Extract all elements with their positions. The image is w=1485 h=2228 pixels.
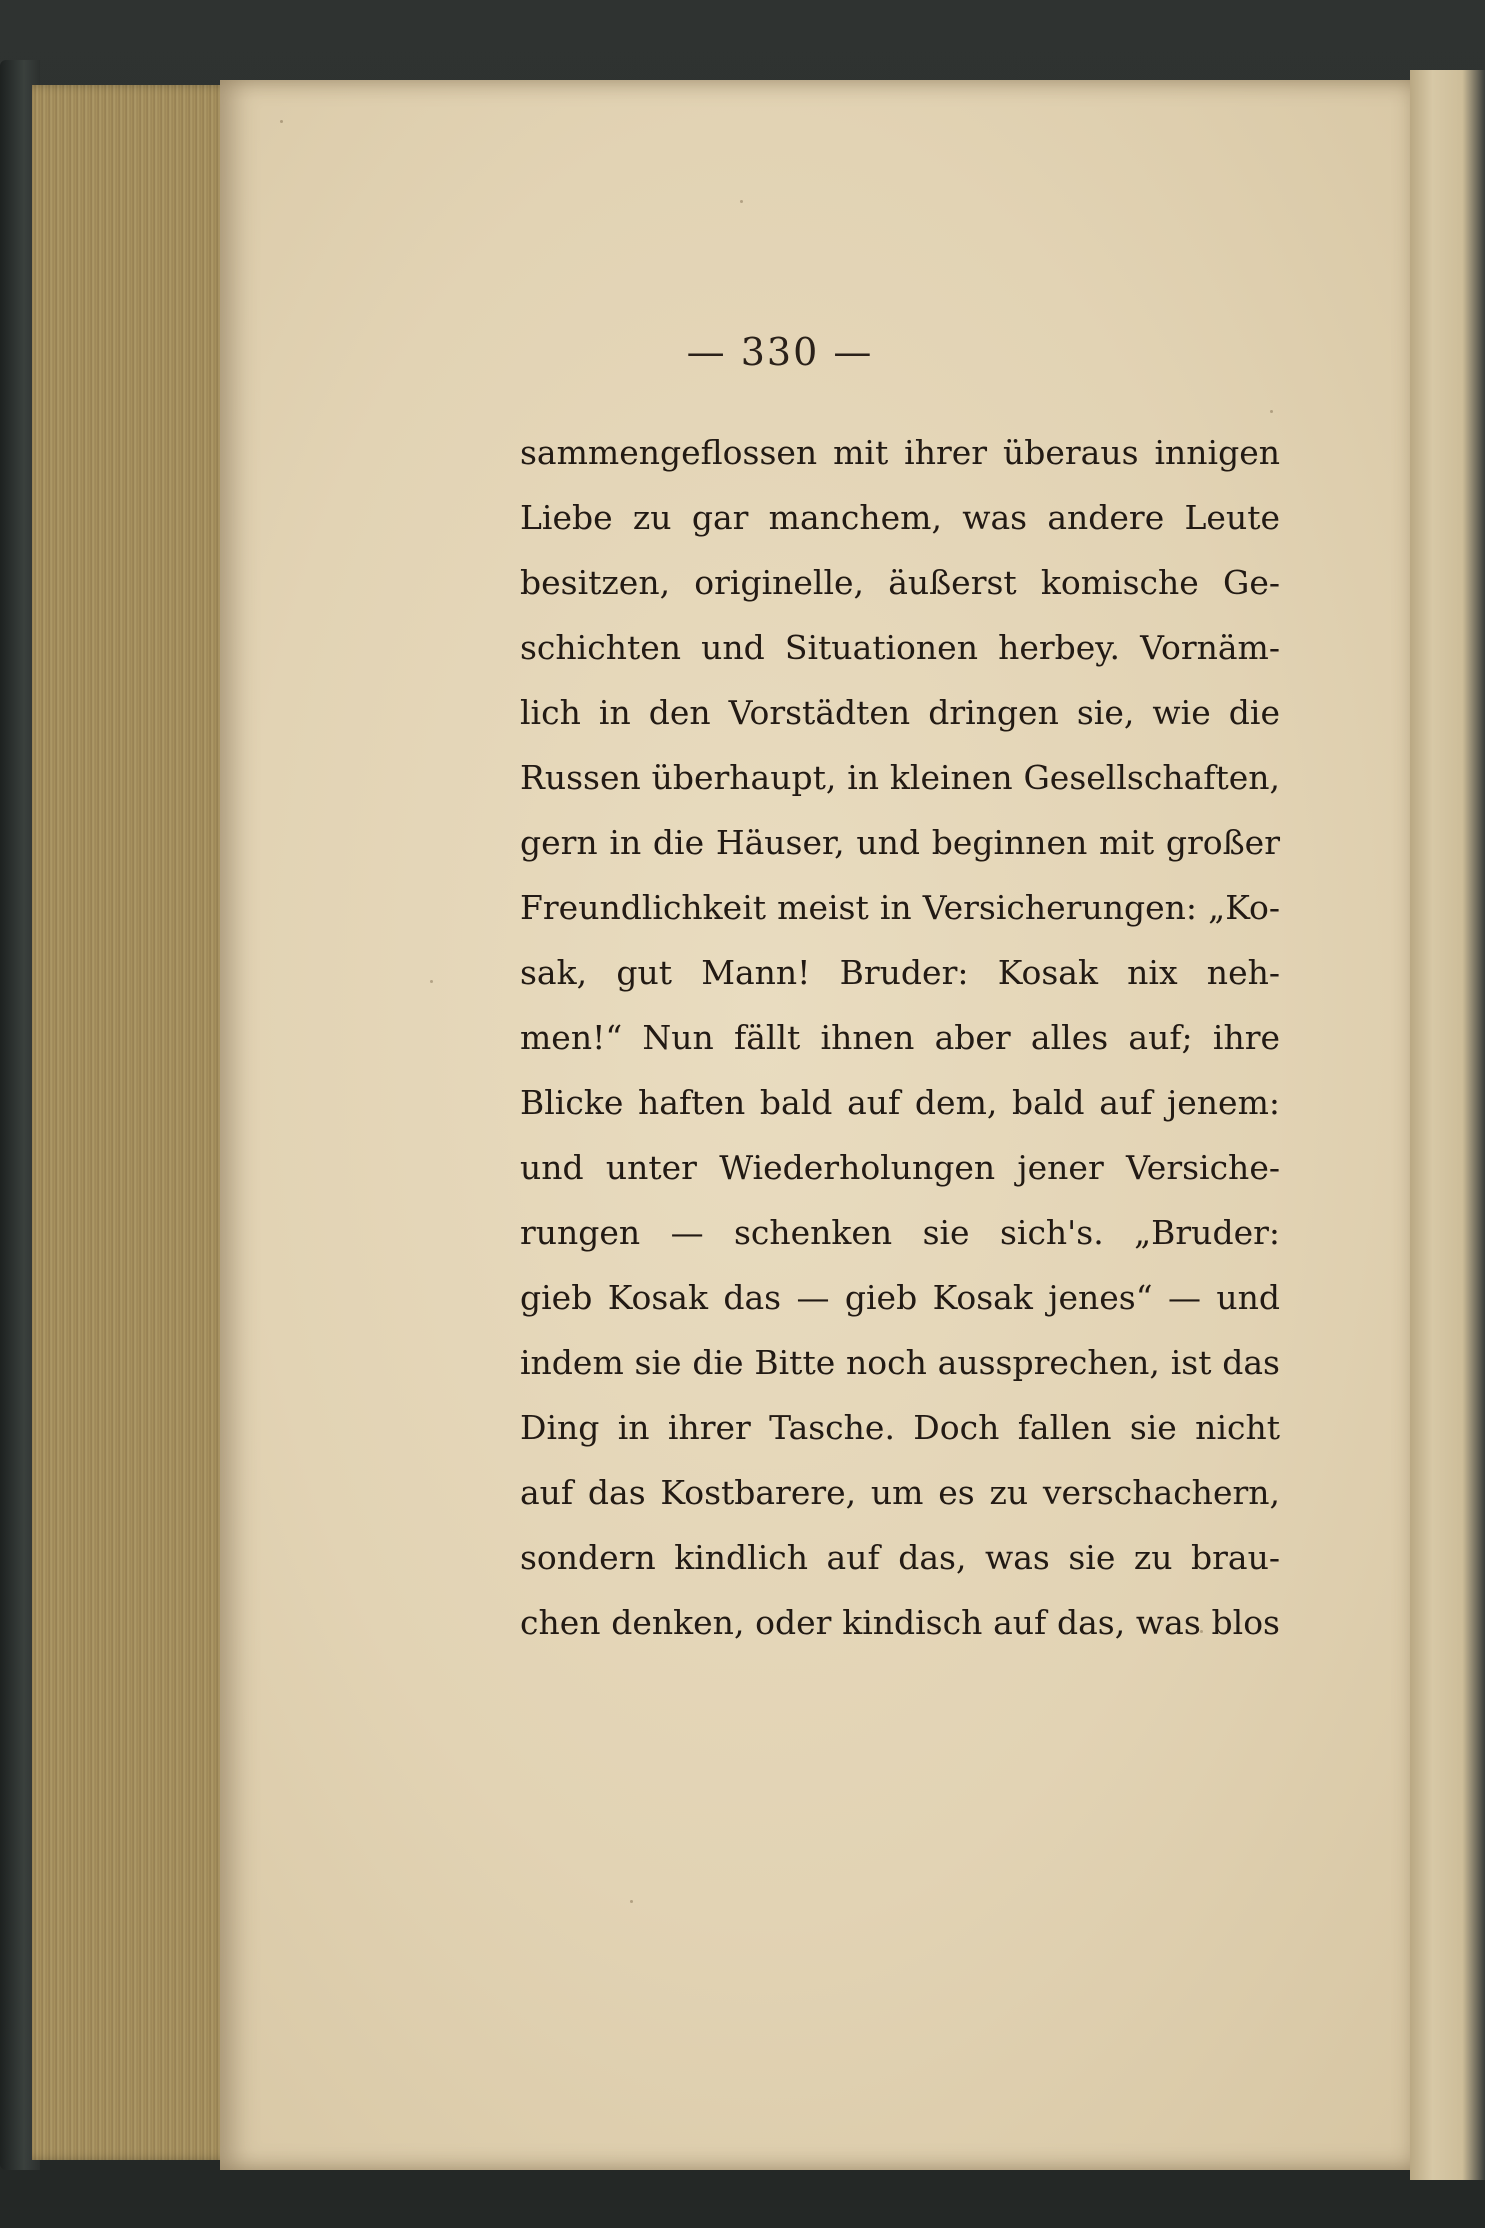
facing-page-gutter [1410, 70, 1485, 2180]
text-line: sammengeflossen mit ihrer überaus innigen [520, 433, 1280, 472]
paper-speck [630, 1900, 633, 1903]
paper-speck [740, 200, 743, 203]
text-line: sak, gut Mann! Bruder: Kosak nix neh- [520, 953, 1280, 992]
text-line: sondern kindlich auf das, was sie zu brau- [520, 1538, 1280, 1577]
text-line: gern in die Häuser, und beginnen mit großer [520, 823, 1280, 862]
text-line: gieb Kosak das — gieb Kosak jenes“ — und [520, 1278, 1280, 1317]
paper-speck [280, 120, 283, 123]
text-line: Blicke haften bald auf dem, bald auf jenem: [520, 1083, 1280, 1122]
text-line: lich in den Vorstädten dringen sie, wie die [520, 693, 1280, 732]
text-line: men!“ Nun fällt ihnen aber alles auf; ihre [520, 1018, 1280, 1057]
paper-speck [1270, 410, 1273, 413]
text-line: und unter Wiederholungen jener Versiche- [520, 1148, 1280, 1187]
paper-speck [430, 980, 433, 983]
page-number: — 330 — [686, 330, 874, 374]
page-edges [32, 85, 232, 2160]
text-line: rungen — schenken sie sich's. „Bruder: [520, 1213, 1280, 1252]
text-line: Liebe zu gar manchem, was andere Leute [520, 498, 1280, 537]
text-line: Freundlichkeit meist in Versicherungen: „Ko- [520, 888, 1280, 927]
text-line: Ding in ihrer Tasche. Doch fallen sie nicht [520, 1408, 1280, 1447]
text-line: Russen überhaupt, in kleinen Gesellschaften, [520, 758, 1280, 797]
text-line: chen denken, oder kindisch auf das, was blos [520, 1603, 1280, 1642]
text-line: indem sie die Bitte noch aussprechen, ist das [520, 1343, 1280, 1382]
body-text [520, 420, 1280, 1655]
text-line: auf das Kostbarere, um es zu verschachern, [520, 1473, 1280, 1512]
text-line: schichten und Situationen herbey. Vornäm- [520, 628, 1280, 667]
text-line: besitzen, originelle, äußerst komische Ge- [520, 563, 1280, 602]
